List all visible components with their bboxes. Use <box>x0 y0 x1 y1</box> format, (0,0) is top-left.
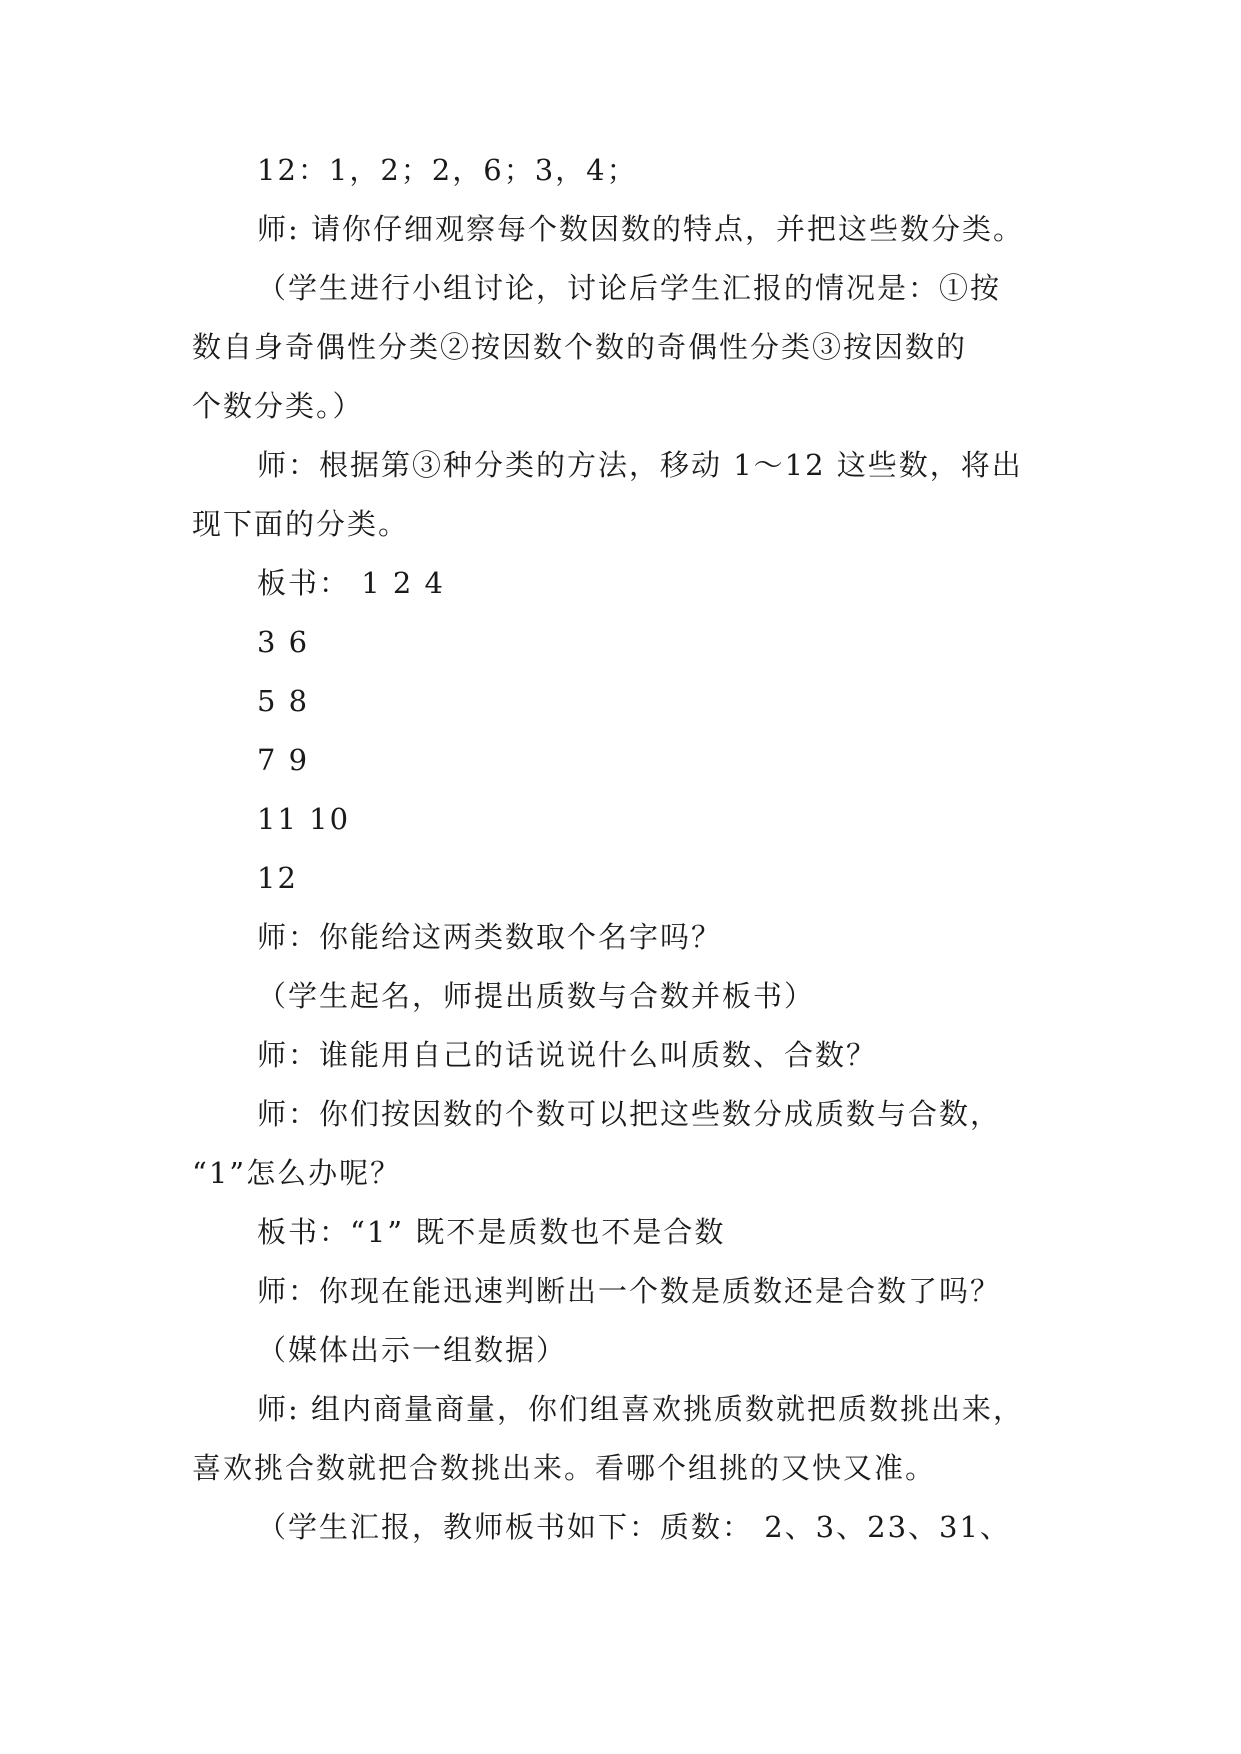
text-line-23: 喜欢挑合数就把合数挑出来。看哪个组挑的又快又准。 <box>192 1451 937 1485</box>
board-row-5: 12 <box>257 861 298 895</box>
board-row-1: 3 6 <box>257 625 310 659</box>
text-line-16: 师：谁能用自己的话说说什么叫质数、合数？ <box>257 1038 878 1072</box>
text-line-15: （学生起名，师提出质数与合数并板书） <box>257 979 816 1013</box>
text-line-5: 个数分类。） <box>192 389 364 423</box>
text-line-7: 现下面的分类。 <box>192 507 410 541</box>
text-line-4: 数自身奇偶性分类②按因数个数的奇偶性分类③按因数的 <box>192 330 968 364</box>
board-row-2: 5 8 <box>257 684 310 718</box>
text-line-14: 师：你能给这两类数取个名字吗？ <box>257 920 723 954</box>
text-line-22: 师: 组内商量商量，你们组喜欢挑质数就把质数挑出来， <box>257 1392 1024 1426</box>
text-line-17: 师：你们按因数的个数可以把这些数分成质数与合数， <box>257 1097 1002 1131</box>
text-line-24: （学生汇报，教师板书如下：质数： 2、3、23、31、 <box>257 1510 1011 1544</box>
text-line-18: “1”怎么办呢？ <box>192 1156 402 1190</box>
text-line-21: （媒体出示一组数据） <box>257 1333 568 1367</box>
board-row-4: 11 10 <box>257 802 351 836</box>
text-line-6: 师：根据第③种分类的方法，移动 1～12 这些数，将出 <box>257 448 1023 482</box>
text-line-19: 板书：“1” 既不是质数也不是合数 <box>257 1215 726 1249</box>
board-heading: 板书： 1 2 4 <box>257 566 446 600</box>
text-line-2: 师: 请你仔细观察每个数因数的特点，并把这些数分类。 <box>257 212 1024 246</box>
text-line-20: 师：你现在能迅速判断出一个数是质数还是合数了吗？ <box>257 1274 1002 1308</box>
text-line-3: （学生进行小组讨论，讨论后学生汇报的情况是：①按 <box>257 271 1002 305</box>
text-line-1: 12：1，2；2，6；3，4； <box>257 153 638 187</box>
board-row-3: 7 9 <box>257 743 310 777</box>
